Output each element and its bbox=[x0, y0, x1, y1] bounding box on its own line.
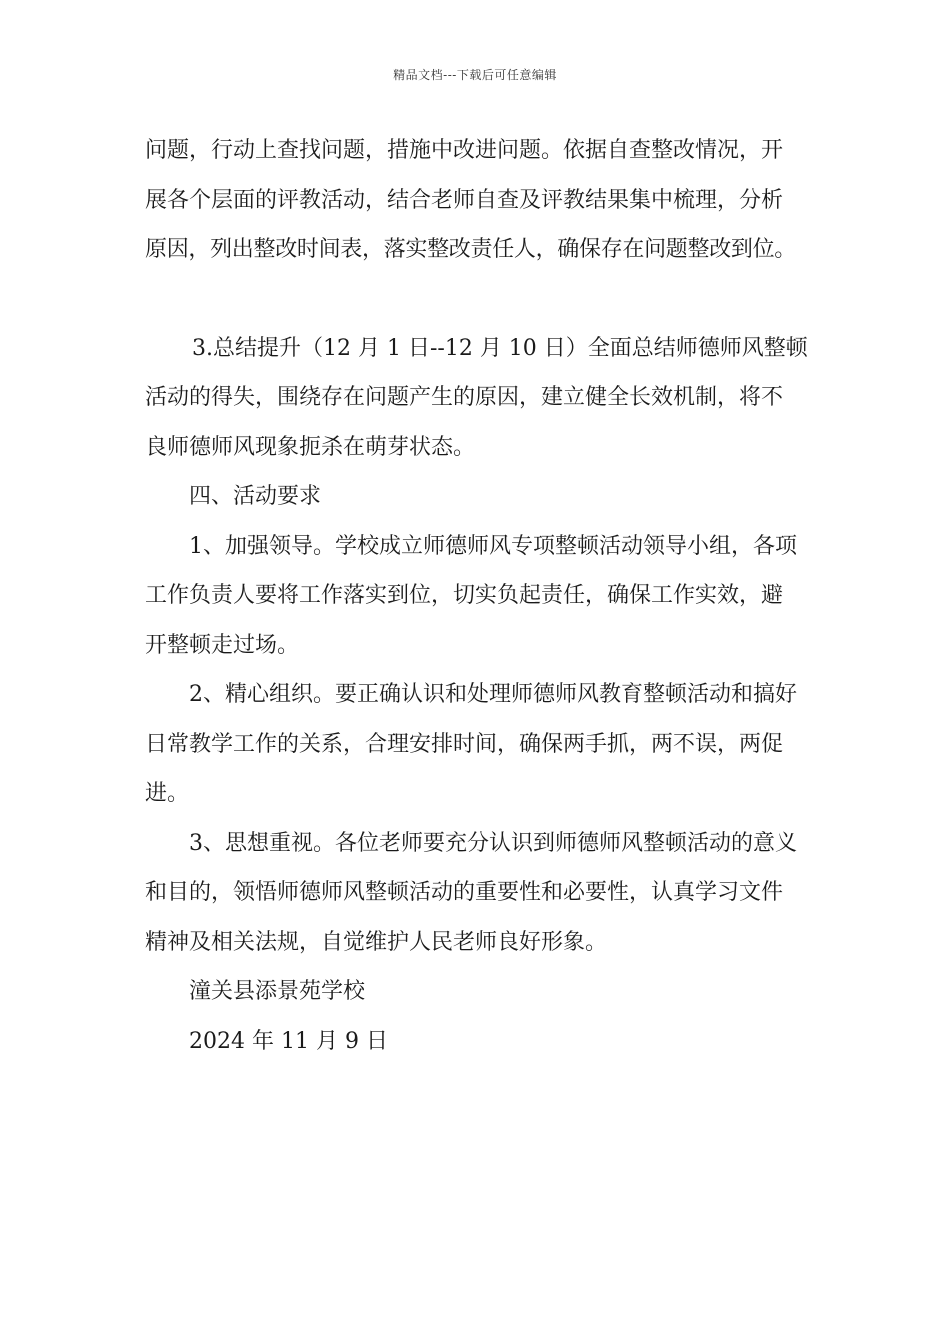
paragraph-line: 2、精心组织。要正确认识和处理师德师风教育整顿活动和搞好 bbox=[189, 682, 797, 707]
paragraph-line: 日常教学工作的关系，合理安排时间，确保两手抓，两不误，两促 bbox=[145, 731, 784, 757]
paragraph-line: 开整顿走过场。 bbox=[145, 632, 300, 658]
document-body bbox=[145, 126, 825, 1066]
paragraph-line: 问题，行动上查找问题，措施中改进问题。依据自查整改情况，开 bbox=[145, 138, 784, 163]
paragraph-line: 和目的，领悟师德师风整顿活动的重要性和必要性，认真学习文件 bbox=[145, 880, 784, 905]
paragraph-line: 精神及相关法规，自觉维护人民老师良好形象。 bbox=[145, 929, 608, 955]
section-title: 四、活动要求 bbox=[189, 484, 322, 509]
paragraph-line: 工作负责人要将工作落实到位，切实负起责任，确保工作实效，避 bbox=[145, 583, 784, 608]
signature-org: 潼关县添景苑学校 bbox=[189, 979, 366, 1004]
paragraph-line: 原因，列出整改时间表，落实整改责任人，确保存在问题整改到位。 bbox=[145, 237, 797, 262]
paragraph-line: 活动的得失，围绕存在问题产生的原因，建立健全长效机制，将不 bbox=[145, 385, 784, 410]
paragraph-gap bbox=[145, 275, 825, 324]
signature-date: 2024 年 11 月 9 日 bbox=[189, 1028, 388, 1054]
page-header: 精品文档---下载后可任意编辑 bbox=[393, 68, 557, 82]
paragraph-line: 1、加强领导。学校成立师德师风专项整顿活动领导小组，各项 bbox=[189, 533, 797, 559]
paragraph-line: 3.总结提升（12 月 1 日--12 月 10 日）全面总结师德师风整顿 bbox=[192, 335, 808, 361]
paragraph-line: 进。 bbox=[145, 781, 190, 806]
paragraph-line: 良师德师风现象扼杀在萌芽状态。 bbox=[145, 434, 476, 460]
paragraph-line: 3、思想重视。各位老师要充分认识到师德师风整顿活动的意义 bbox=[189, 830, 797, 856]
paragraph-line: 展各个层面的评教活动，结合老师自查及评教结果集中梳理，分析 bbox=[145, 187, 784, 213]
